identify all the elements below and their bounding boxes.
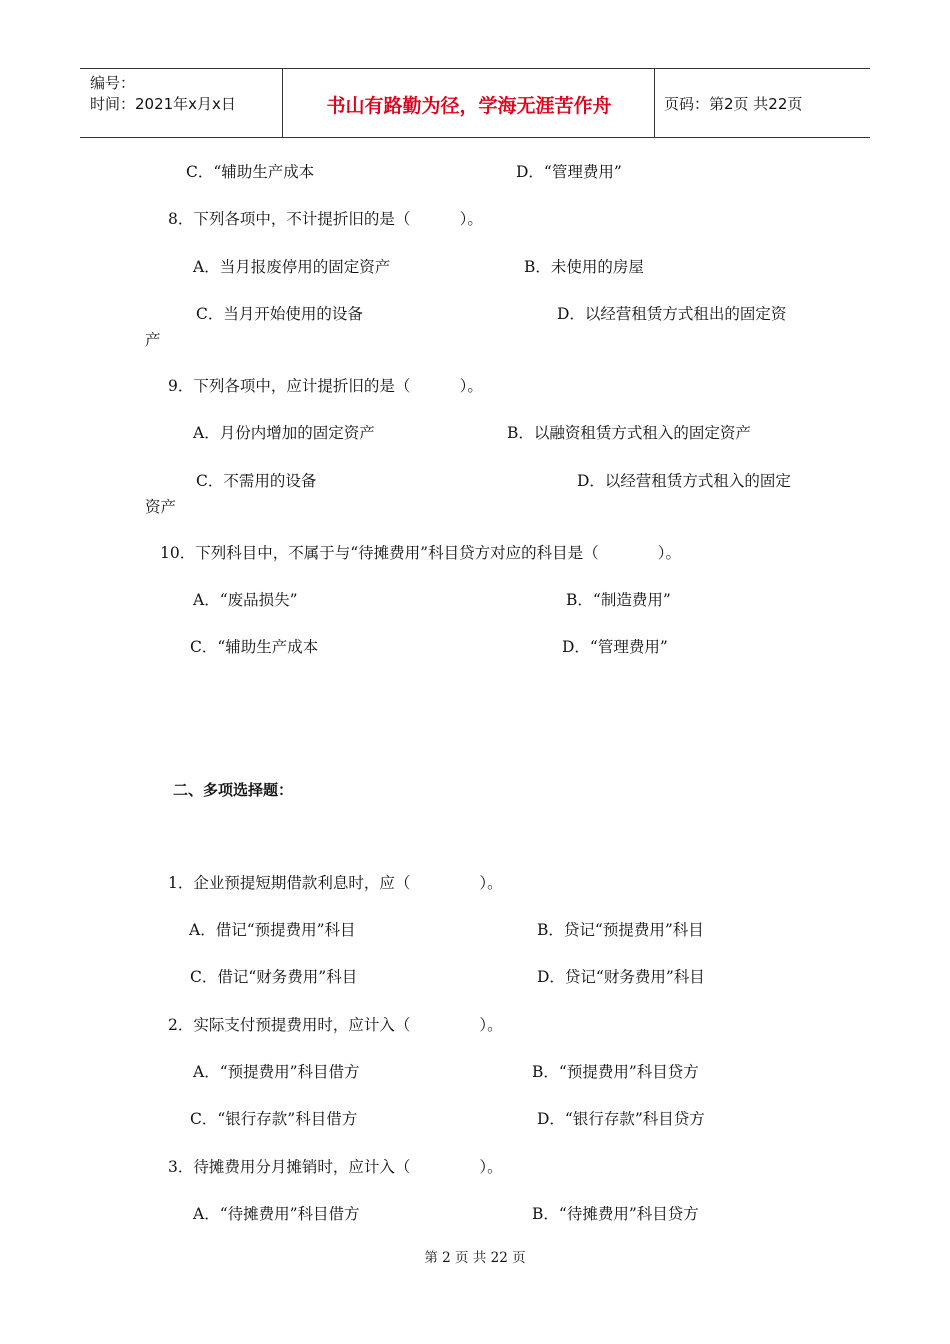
q9-option-d: D．以经营租赁方式租入的固定 [577, 472, 791, 490]
doc-number: 编号： [90, 74, 136, 92]
document-header [80, 68, 870, 138]
header-meta [90, 73, 236, 115]
question-10: 10．下列科目中，不属于与“待摊费用”科目贷方对应的科目是（ ）。 [160, 544, 681, 562]
q8-option-b: B．未使用的房屋 [524, 258, 644, 276]
page-footer: 第 2 页 共 22 页 [424, 1250, 526, 1266]
mq2-option-d: D．“银行存款”科目贷方 [537, 1110, 705, 1128]
q9-option-d-wrap: 资产 [145, 498, 177, 516]
q10-option-d: D．“管理费用” [562, 638, 668, 656]
mq-2: 2．实际支付预提费用时，应计入（ ）。 [168, 1016, 503, 1034]
question-9: 9．下列各项中，应计提折旧的是（ ）。 [168, 377, 483, 395]
question-8: 8．下列各项中，不计提折旧的是（ ）。 [168, 210, 483, 228]
q8-option-d: D．以经营租赁方式租出的固定资 [557, 305, 787, 323]
q10-option-a: A．“废品损失” [193, 591, 298, 609]
mq1-option-b: B．贷记“预提费用”科目 [537, 921, 704, 939]
q9-option-c: C．不需用的设备 [196, 472, 317, 490]
q9-option-a: A．月份内增加的固定资产 [193, 424, 375, 442]
section-title: 二、多项选择题： [173, 781, 294, 799]
mq3-option-a: A．“待摊费用”科目借方 [193, 1205, 360, 1223]
q10-option-b: B．“制造费用” [566, 591, 671, 609]
header-motto: 书山有路勤为径，学海无涯苦作舟 [326, 95, 612, 117]
mq-3: 3．待摊费用分月摊销时，应计入（ ）。 [168, 1158, 503, 1176]
q8-option-d-wrap: 产 [145, 331, 161, 349]
mq2-option-a: A．“预提费用”科目借方 [193, 1063, 360, 1081]
mq-1: 1．企业预提短期借款利息时，应（ ）。 [168, 874, 503, 892]
option-c: C．“辅助生产成本 [186, 163, 315, 181]
mq2-option-c: C．“银行存款”科目借方 [190, 1110, 358, 1128]
q8-option-a: A．当月报废停用的固定资产 [193, 258, 391, 276]
mq1-option-a: A．借记“预提费用”科目 [189, 921, 356, 939]
mq1-option-d: D．贷记“财务费用”科目 [537, 968, 705, 986]
header-page-number: 页码：第2页 共22页 [664, 95, 803, 113]
q9-option-b: B．以融资租赁方式租入的固定资产 [507, 424, 751, 442]
mq3-option-b: B．“待摊费用”科目贷方 [532, 1205, 699, 1223]
mq1-option-c: C．借记“财务费用”科目 [190, 968, 358, 986]
mq2-option-b: B．“预提费用”科目贷方 [532, 1063, 699, 1081]
doc-time: 时间：2021年x月x日 [90, 95, 236, 113]
q8-option-c: C．当月开始使用的设备 [196, 305, 363, 323]
option-d: D．“管理费用” [516, 163, 622, 181]
q10-option-c: C．“辅助生产成本 [190, 638, 319, 656]
